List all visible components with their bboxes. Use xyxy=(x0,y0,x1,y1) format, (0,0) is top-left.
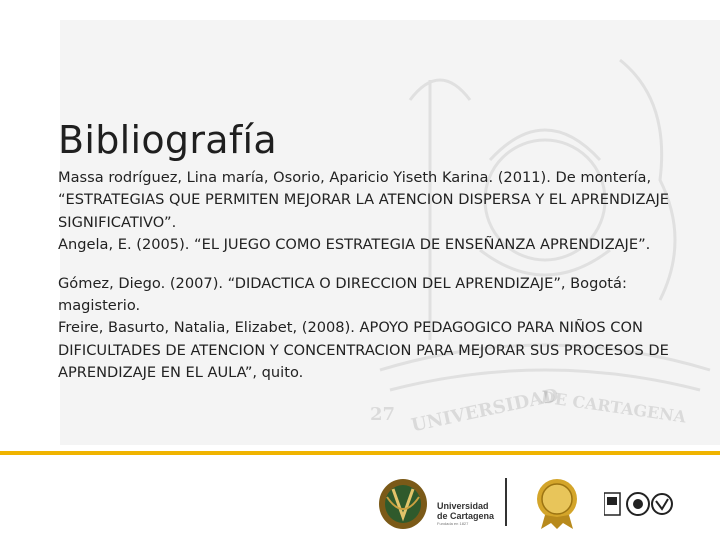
bibliography-list xyxy=(58,167,688,385)
reference-item: Angela, E. (2005). “EL JUEGO COMO ESTRATEGIA DE ENSEÑANZA APRENDIZAJE”. xyxy=(58,236,651,254)
reference-item: Freire, Basurto, Natalia, Elizabet, (2008). APOYO PEDAGOGICO PARA NIÑOS CON DIFICULTADES DE ATENCION Y CONCENTRACION PARA MEJORAR SUS PROCESOS DE APRENDIZAJE EN EL AULA”, quito. xyxy=(58,319,669,382)
certification-logos-icon xyxy=(604,491,674,519)
reference-item: Gómez, Diego. (2007). “DIDACTICA O DIRECCION DEL APRENDIZAJE”, Bogotá: magisterio. xyxy=(58,274,627,315)
university-founded: Fundada en 1827 xyxy=(437,521,469,526)
page-title: Bibliografía xyxy=(58,118,277,162)
university-name-line1: Universidad xyxy=(437,501,489,511)
reference-item: Massa rodríguez, Lina maría, Osorio, Aparicio Yiseth Karina. (2011). De montería, “ESTRATEGIAS QUE PERMITEN MEJORAR LA ATENCION DISPERSA Y EL APRENDIZAJE SIGNIFICATIVO”. xyxy=(58,169,669,231)
accreditation-seal-icon xyxy=(531,475,583,531)
watermark-text-left: UNIVERSIDAD xyxy=(409,384,561,437)
footer-divider xyxy=(505,478,507,526)
watermark-year: 27 xyxy=(370,404,396,425)
university-name-line2: de Cartagena xyxy=(437,511,495,521)
watermark-text-right: DE CARTAGENA xyxy=(539,387,688,427)
footer xyxy=(0,455,720,540)
university-crest-icon xyxy=(375,477,431,531)
